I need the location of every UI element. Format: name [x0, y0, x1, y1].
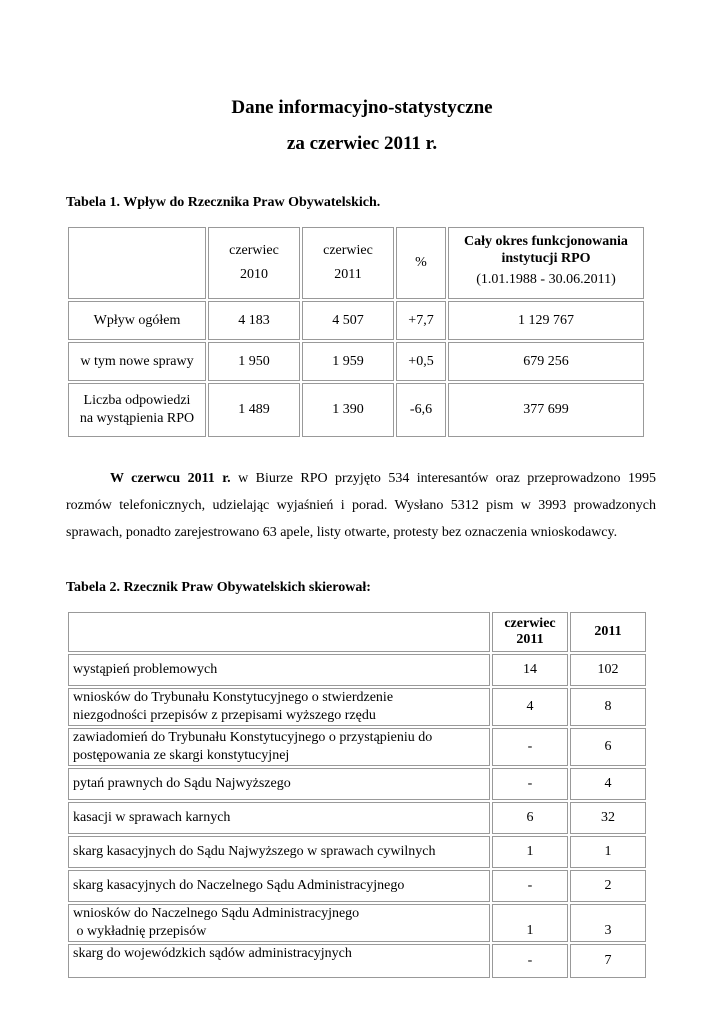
document-title-line2: za czerwiec 2011 r. [286, 133, 438, 154]
header-text: czerwiec [229, 243, 279, 258]
cell-total: 1 129 767 [448, 301, 644, 340]
table1-header-total-period [448, 227, 644, 299]
table-row [68, 768, 646, 800]
table-row [68, 944, 646, 978]
table1-header-empty [68, 227, 206, 299]
row-label-line: wniosków do Naczelnego Sądu Administracyjnego [73, 906, 360, 921]
cell-year: 102 [570, 654, 646, 686]
cell-year: 6 [570, 728, 646, 766]
header-text: 2010 [240, 267, 268, 282]
cell-month: 4 [492, 688, 568, 726]
table-row [68, 654, 646, 686]
table-row [68, 802, 646, 834]
row-label-line: zawiadomień do Trybunału Konstytucyjnego o przystąpieniu do [73, 730, 433, 745]
cell-total: 377 699 [448, 383, 644, 437]
header-text: 2011 [516, 632, 544, 647]
row-label-line: na wystąpienia RPO [79, 411, 195, 426]
cell-year: 7 [570, 944, 646, 978]
table1-header-row [68, 227, 644, 299]
row-label: Wpływ ogółem [68, 301, 206, 340]
row-label [68, 728, 490, 766]
table1-caption: Tabela 1. Wpływ do Rzecznika Praw Obywatelskich. [66, 195, 381, 210]
table-row [68, 870, 646, 902]
cell-month: - [492, 728, 568, 766]
document-title-line1: Dane informacyjno-statystyczne [231, 97, 493, 118]
cell-year: 1 [570, 836, 646, 868]
cell-year: 32 [570, 802, 646, 834]
table2-header-row [68, 612, 646, 652]
cell-month: - [492, 944, 568, 978]
row-label: skarg do wojewódzkich sądów administracyjnych [68, 944, 490, 978]
header-text: czerwiec [323, 243, 373, 258]
paragraph-lead: W czerwcu 2011 r. [110, 471, 231, 486]
table-row [68, 836, 646, 868]
row-label-line: Liczba odpowiedzi [83, 393, 191, 408]
row-label: skarg kasacyjnych do Naczelnego Sądu Administracyjnego [68, 870, 490, 902]
cell-month: 1 [492, 836, 568, 868]
table2-header-czerwiec-2011 [492, 612, 568, 652]
header-text: Cały okres funkcjonowania [464, 234, 628, 249]
cell-month: 1 [492, 904, 568, 942]
row-label-line: o wykładnię przepisów [73, 924, 207, 939]
table1 [66, 225, 646, 439]
cell-2010: 1 489 [208, 383, 300, 437]
cell-month: - [492, 768, 568, 800]
table-row [68, 383, 644, 437]
row-label-line: wniosków do Trybunału Konstytucyjnego o stwierdzenie [73, 690, 394, 705]
cell-total: 679 256 [448, 342, 644, 381]
cell-year: 4 [570, 768, 646, 800]
table1-header-czerwiec-2011 [302, 227, 394, 299]
row-label: kasacji w sprawach karnych [68, 802, 490, 834]
row-label [68, 688, 490, 726]
table1-header-czerwiec-2010 [208, 227, 300, 299]
cell-month: - [492, 870, 568, 902]
row-label-line: postępowania ze skargi konstytucyjnej [73, 748, 290, 763]
summary-paragraph [66, 465, 656, 546]
cell-month: 14 [492, 654, 568, 686]
cell-percent: +0,5 [396, 342, 446, 381]
table2-header-2011: 2011 [570, 612, 646, 652]
header-text: 2011 [334, 267, 362, 282]
row-label [68, 904, 490, 942]
row-label [68, 383, 206, 437]
table-row [68, 301, 644, 340]
table-row [68, 688, 646, 726]
cell-percent: -6,6 [396, 383, 446, 437]
cell-2010: 1 950 [208, 342, 300, 381]
cell-month: 6 [492, 802, 568, 834]
header-text: instytucji RPO [501, 251, 591, 266]
row-label: skarg kasacyjnych do Sądu Najwyższego w sprawach cywilnych [68, 836, 490, 868]
cell-2011: 4 507 [302, 301, 394, 340]
cell-year: 8 [570, 688, 646, 726]
row-label: wystąpień problemowych [68, 654, 490, 686]
header-text: (1.01.1988 - 30.06.2011) [476, 272, 616, 287]
table2-header-empty [68, 612, 490, 652]
table1-header-percent: % [396, 227, 446, 299]
header-text: czerwiec [504, 616, 556, 631]
table2 [66, 610, 648, 980]
cell-percent: +7,7 [396, 301, 446, 340]
table-row [68, 904, 646, 942]
cell-year: 2 [570, 870, 646, 902]
cell-2011: 1 390 [302, 383, 394, 437]
row-label: pytań prawnych do Sądu Najwyższego [68, 768, 490, 800]
paragraph-text: w Biurze RPO przyjęto 534 interesantów oraz przeprowadzono 1995 rozmów telefonicznych, udzielając wyjaśnień i porad. Wysłano 5312 pism w 3993 prowadzonych sprawach, ponadto zarejestrowano 63 apele, listy otwarte, protesty bez oznaczenia wnioskodawcy. [66, 471, 656, 540]
cell-2010: 4 183 [208, 301, 300, 340]
table-row [68, 728, 646, 766]
table2-caption: Tabela 2. Rzecznik Praw Obywatelskich skierował: [66, 580, 371, 595]
cell-2011: 1 959 [302, 342, 394, 381]
row-label-line: niezgodności przepisów z przepisami wyższego rzędu [73, 708, 376, 723]
table-row [68, 342, 644, 381]
cell-year: 3 [570, 904, 646, 942]
row-label: w tym nowe sprawy [68, 342, 206, 381]
